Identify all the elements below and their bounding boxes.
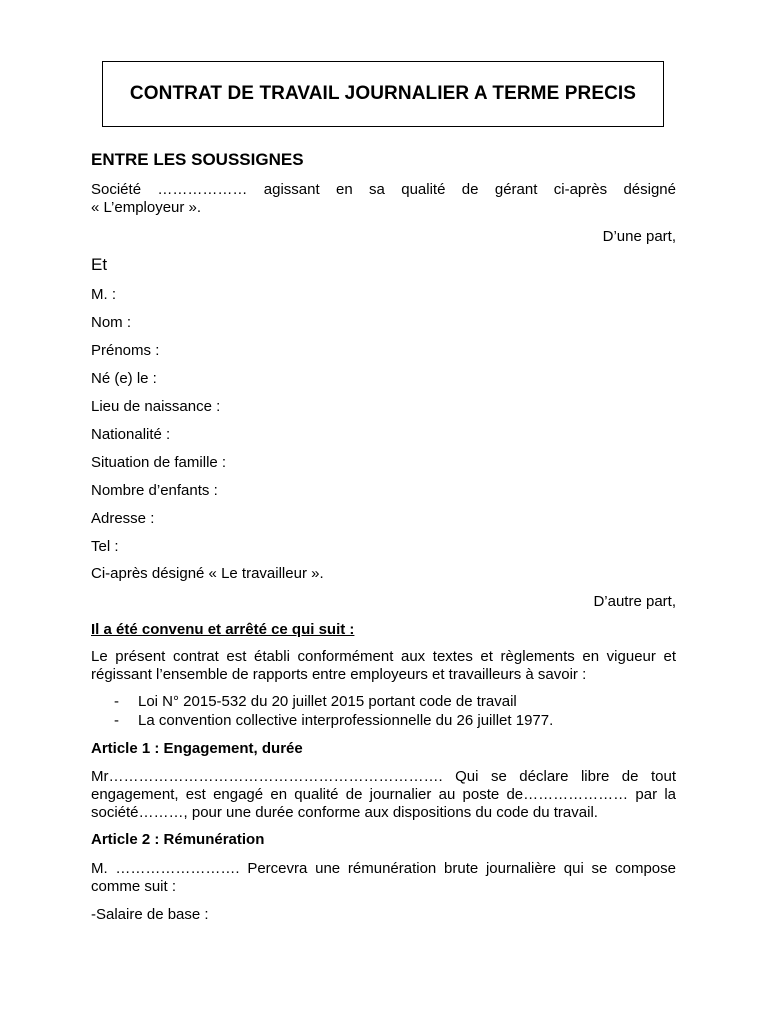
employer-paragraph	[91, 181, 676, 217]
field-prenoms: Prénoms :	[91, 342, 160, 359]
article1-line-1: Mr…………………………………………………………. Qui se déclare libre de tout	[91, 768, 676, 785]
article2-heading: Article 2 : Rémunération	[91, 831, 265, 848]
title-box	[102, 61, 664, 127]
salary-base-label: -Salaire de base :	[91, 906, 209, 923]
employer-line-1: Société ……………… agissant en sa qualité de gérant ci-après désigné	[91, 181, 676, 198]
article1-line-3: société………, pour une durée conforme aux dispositions du code du travail.	[91, 804, 598, 821]
document-title: CONTRAT DE TRAVAIL JOURNALIER A TERME PRECIS	[129, 83, 637, 104]
agreement-intro-line-1: Le présent contrat est établi conformément aux textes et règlements en vigueur et	[91, 648, 676, 665]
article2-line-1: M. ……………………. Percevra une rémunération brute journalière qui se compose	[91, 860, 676, 877]
field-tel: Tel :	[91, 538, 119, 555]
article2-paragraph	[91, 860, 676, 896]
field-m: M. :	[91, 286, 116, 303]
agreement-intro-line-2: régissant l’ensemble de rapports entre employeurs et travailleurs à savoir :	[91, 666, 587, 683]
field-nationality: Nationalité :	[91, 426, 171, 443]
field-family-status: Situation de famille :	[91, 454, 227, 471]
worker-designation: Ci-après désigné « Le travailleur ».	[91, 565, 324, 582]
article2-line-2: comme suit :	[91, 878, 177, 895]
part-one-label: D’une part,	[602, 228, 676, 245]
bullet-marker: -	[114, 693, 119, 710]
field-nom: Nom :	[91, 314, 132, 331]
list-item: La convention collective interprofessionnelle du 26 juillet 1977.	[138, 712, 554, 729]
list-item: Loi N° 2015-532 du 20 juillet 2015 portant code de travail	[138, 693, 517, 710]
part-two-label: D’autre part,	[593, 593, 676, 610]
agreement-intro	[91, 648, 676, 684]
article1-line-2: engagement, est engagé en qualité de journalier au poste de………………… par la	[91, 786, 676, 803]
article1-paragraph	[91, 768, 676, 822]
employer-line-2: « L’employeur ».	[91, 199, 202, 216]
field-children: Nombre d’enfants :	[91, 482, 218, 499]
field-address: Adresse :	[91, 510, 155, 527]
agreement-heading: Il a été convenu et arrêté ce qui suit :	[91, 621, 355, 638]
field-birthdate: Né (e) le :	[91, 370, 157, 387]
field-birthplace: Lieu de naissance :	[91, 398, 221, 415]
bullet-marker: -	[114, 712, 119, 729]
and-label: Et	[91, 255, 108, 274]
parties-heading: ENTRE LES SOUSSIGNES	[91, 150, 304, 169]
article1-heading: Article 1 : Engagement, durée	[91, 740, 303, 757]
